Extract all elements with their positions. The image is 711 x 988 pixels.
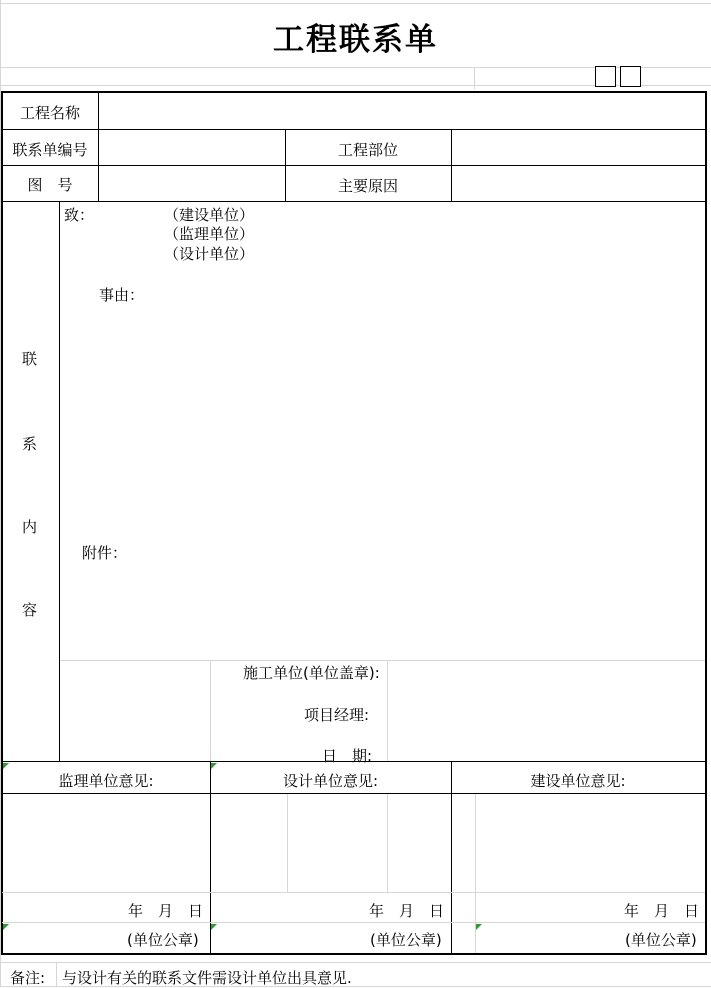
main-reason-label: 主要原因 xyxy=(337,177,398,195)
reason-label: 事由： xyxy=(99,286,145,304)
recipient-designer: （设计单位） xyxy=(164,245,255,263)
grid-line xyxy=(2,892,705,893)
owner-opinion-label: 建设单位意见: xyxy=(530,772,626,790)
col-line xyxy=(59,201,60,761)
remark-text: 与设计有关的联系文件需设计单位出具意见. xyxy=(62,969,352,987)
grid-line xyxy=(387,660,388,761)
side-label-char: 联 xyxy=(21,350,37,368)
designer-opinion-field[interactable] xyxy=(213,796,449,890)
drawing-no-field[interactable] xyxy=(100,167,284,200)
sign-date-label: 日 期: xyxy=(322,747,373,765)
recipient-owner: （建设单位） xyxy=(164,206,255,224)
row-line xyxy=(2,793,706,794)
contact-no-field[interactable] xyxy=(100,131,284,164)
col-line xyxy=(98,92,99,201)
grid-line xyxy=(60,660,705,661)
designer-seal: (单位公章) xyxy=(370,931,442,949)
cell-marker xyxy=(211,924,217,930)
owner-date: 年 月 日 xyxy=(624,902,700,920)
supervisor-seal: (单位公章) xyxy=(127,931,199,949)
contractor-label: 施工单位(单位盖章): xyxy=(243,664,380,682)
frame-bottom xyxy=(1,953,707,955)
frame-right xyxy=(705,91,707,955)
owner-seal: (单位公章) xyxy=(625,931,697,949)
grid-line xyxy=(0,3,711,4)
supervisor-date: 年 月 日 xyxy=(128,902,204,920)
cell-marker xyxy=(476,924,482,930)
checkbox[interactable] xyxy=(595,66,616,87)
main-reason-field[interactable] xyxy=(453,167,704,200)
manager-label: 项目经理: xyxy=(304,706,370,724)
project-name-field[interactable] xyxy=(100,93,704,128)
grid-line xyxy=(56,962,57,987)
supervisor-opinion-field[interactable] xyxy=(4,796,208,890)
cell-marker xyxy=(211,763,217,769)
grid-line xyxy=(474,67,475,89)
col-line xyxy=(451,129,452,201)
row-line xyxy=(2,761,706,762)
document-title: 工程联系单 xyxy=(273,22,438,58)
row-line xyxy=(2,129,706,130)
grid-line xyxy=(0,962,711,963)
project-part-field[interactable] xyxy=(453,131,704,164)
designer-date: 年 月 日 xyxy=(369,902,445,920)
owner-opinion-field[interactable] xyxy=(454,796,703,890)
row-line xyxy=(2,201,706,202)
project-part-label: 工程部位 xyxy=(337,141,398,159)
side-label-char: 内 xyxy=(21,518,37,536)
side-label-char: 系 xyxy=(21,435,37,453)
checkbox[interactable] xyxy=(620,66,641,87)
cell-marker xyxy=(3,763,9,769)
supervisor-opinion-label: 监理单位意见: xyxy=(58,772,154,790)
attachment-label: 附件： xyxy=(82,544,128,562)
recipient-supervisor: （监理单位） xyxy=(164,225,255,243)
content-text-area[interactable] xyxy=(62,265,702,655)
side-label-char: 容 xyxy=(21,601,37,619)
drawing-no-label: 图 号 xyxy=(27,176,73,194)
to-label: 致： xyxy=(64,206,95,224)
cell-marker xyxy=(3,924,9,930)
designer-opinion-label: 设计单位意见: xyxy=(282,772,379,790)
remark-label: 备注: xyxy=(10,969,46,987)
project-name-label: 工程名称 xyxy=(19,104,80,122)
grid-line xyxy=(2,922,705,923)
grid-line xyxy=(210,660,211,761)
contact-no-label: 联系单编号 xyxy=(12,141,88,159)
row-line xyxy=(2,165,706,166)
